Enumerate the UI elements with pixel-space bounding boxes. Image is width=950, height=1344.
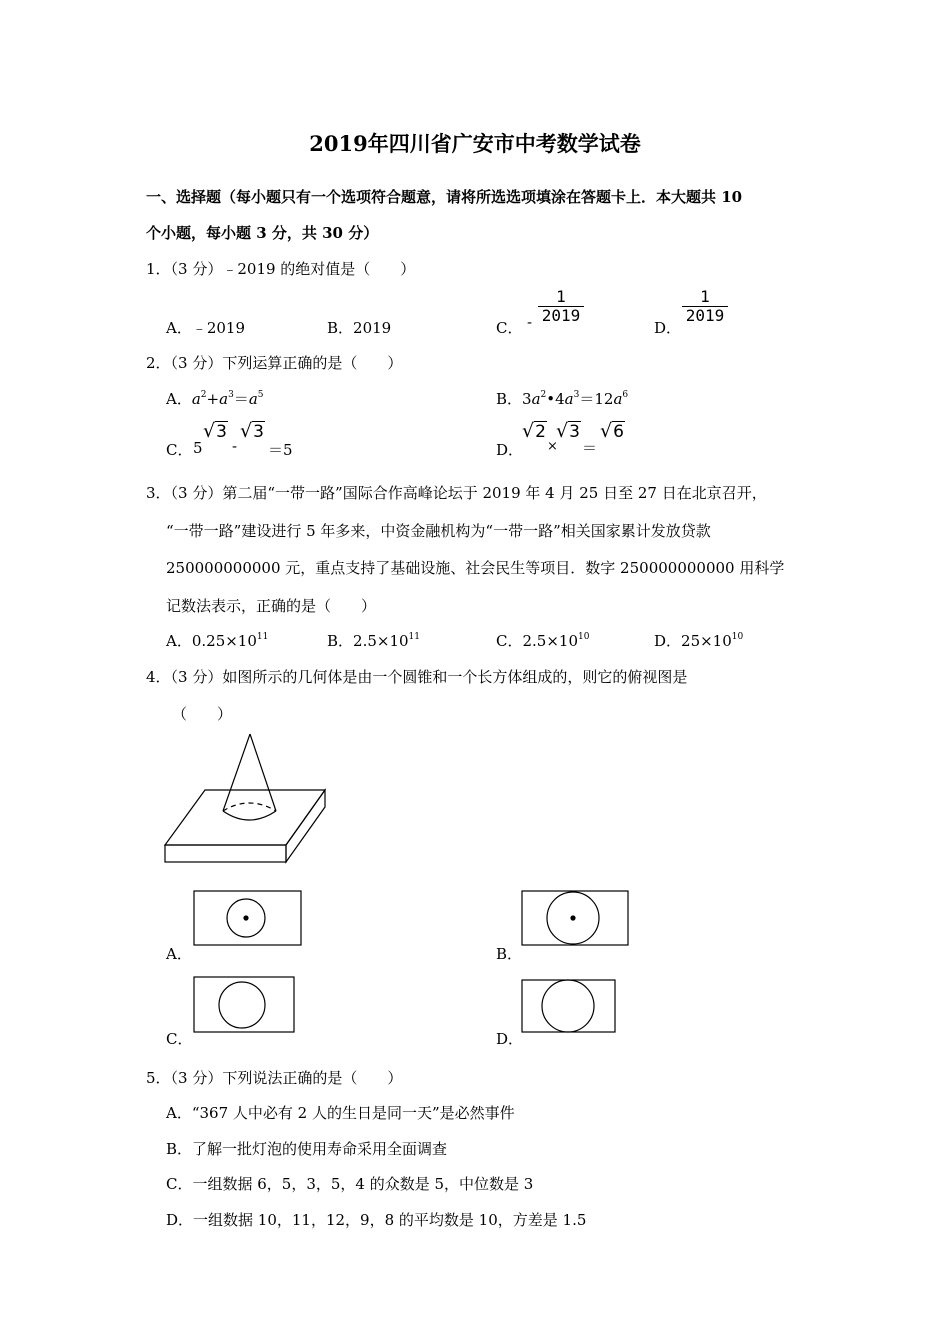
q1-option-c-label: C． (496, 319, 523, 337)
q2-option-a: A．$a^2+a^3=a^5$ (166, 390, 264, 408)
q2-option-c-coef: 5 (193, 439, 203, 457)
q5-option-c: C．一组数据 6，5，3，5，4 的众数是 5，中位数是 3 (166, 1175, 534, 1193)
q3-option-d-text: D．25×10 (654, 632, 732, 650)
q2-option-b-label: B． (496, 390, 523, 408)
radicand: 3 (569, 422, 580, 442)
q4-option-c-label: C． (166, 1030, 193, 1048)
q4-option-d-figure (522, 980, 615, 1032)
q2-option-d-label: D． (496, 441, 524, 459)
q5-option-b: B．了解一批灯泡的使用寿命采用全面调查 (166, 1140, 448, 1158)
q1-option-c-sign: - (527, 313, 533, 331)
q2-option-a-label: A． (166, 390, 192, 408)
radical-sign: √ (240, 420, 253, 442)
radicand: 3 (253, 422, 264, 442)
radical-sign: √ (522, 420, 535, 442)
radical-sign: √ (556, 420, 569, 442)
q4-option-a-figure (194, 891, 301, 945)
q1-option-a: A．﹣2019 (166, 319, 246, 337)
fraction-numerator: 1 (556, 287, 566, 306)
radical-sign: √ (203, 420, 216, 442)
exponent: 11 (408, 632, 420, 642)
section-heading-line1: 一、选择题（每小题只有一个选项符合题意，请将所选选项填涂在答题卡上．本大题共 10 (146, 188, 743, 206)
q3-option-c-text: C．2.5×10 (496, 632, 578, 650)
radicand: 6 (613, 422, 624, 442)
q3-stem-line3: 250000000000 元，重点支持了基础设施、社会民生等项目．数字 250000000000 用科学 (166, 559, 785, 577)
q3-option-b-text: B．2.5×10 (327, 632, 409, 650)
q4-option-a-label: A． (166, 945, 192, 963)
q1-stem: 1．（3 分）﹣2019 的绝对值是（ ） (146, 260, 416, 278)
q5-option-a: A．“367 人中必有 2 人的生日是同一天”是必然事件 (166, 1104, 515, 1122)
exponent: 10 (578, 632, 590, 642)
exponent: 11 (256, 632, 269, 642)
q3-stem-line4: 记数法表示，正确的是（ ） (166, 597, 377, 615)
radicand: 2 (535, 422, 546, 442)
q3-stem-line2: “一带一路”建设进行 5 年多来，中资金融机构为“一带一路”相关国家累计发放贷款 (166, 522, 711, 540)
exponent: 10 (731, 632, 744, 642)
fraction-denominator: 2019 (685, 306, 725, 325)
radicand: 3 (216, 422, 227, 442)
q4-stem-line1: 4．（3 分）如图所示的几何体是由一个圆锥和一个长方体组成的，则它的俯视图是 (146, 668, 688, 686)
q2-option-c-minus: - (232, 437, 238, 455)
q5-option-d: D．一组数据 10，11，12，9，8 的平均数是 10，方差是 1.5 (166, 1211, 587, 1229)
q2-option-c-label: C． (166, 441, 193, 459)
q3-stem-line1: 3．（3 分）第二届“一带一路”国际合作高峰论坛于 2019 年 4 月 25 日至 27 日在北京召开， (146, 484, 767, 502)
section-heading-line2: 个小题，每小题 3 分，共 30 分） (146, 224, 379, 242)
q2-stem: 2．（3 分）下列运算正确的是（ ） (146, 354, 403, 372)
q4-stem-line2: （ ） (172, 705, 233, 723)
page-title: 2019年四川省广安市中考数学试卷 (309, 131, 641, 156)
fraction-numerator: 1 (700, 287, 710, 306)
q2-option-b: B．$3a^2•4a^3=12a^6$ (496, 390, 629, 408)
q2-option-d-times: × (547, 439, 558, 454)
q2-option-d-eq: ＝ (582, 439, 598, 457)
q4-option-d-label: D． (496, 1030, 524, 1048)
q4-option-b-label: B． (496, 945, 523, 963)
q2-option-c-eq: ＝5 (268, 441, 293, 459)
q4-option-b-figure (522, 891, 628, 945)
q1-option-b: B．2019 (327, 319, 392, 337)
radical-sign: √ (600, 420, 613, 442)
q5-stem: 5．（3 分）下列说法正确的是（ ） (146, 1069, 403, 1087)
q4-option-c-figure (194, 977, 294, 1032)
q1-option-d-label: D． (654, 319, 682, 337)
q3-option-a-text: A．0.25×10 (166, 632, 257, 650)
fraction-denominator: 2019 (541, 306, 581, 325)
